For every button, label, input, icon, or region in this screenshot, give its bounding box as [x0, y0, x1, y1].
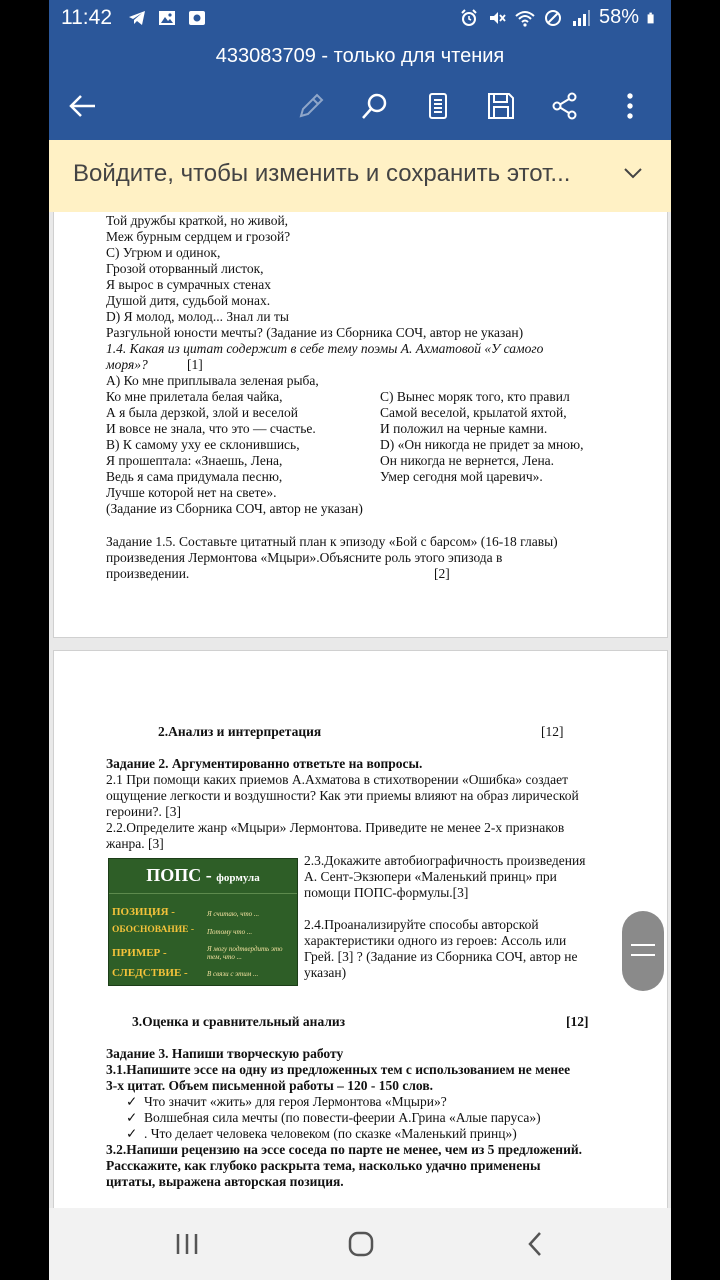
system-nav-bar: [49, 1208, 671, 1280]
checklist-item: . Что делает человека человеком (по сказке «Маленький принц»): [144, 1126, 517, 1141]
checklist-item: Волшебная сила мечты (по повести-феерии А.Грина «Алые паруса»): [144, 1110, 541, 1125]
section-3-title: 3.Оценка и сравнительный анализ: [132, 1014, 346, 1029]
question-2-4: характеристики одного из героев: Ассоль или: [304, 933, 567, 948]
task-2-title: Задание 2. Аргументированно ответьте на вопросы.: [106, 756, 423, 771]
edit-button[interactable]: [293, 88, 329, 124]
save-icon: [486, 91, 516, 121]
pencil-icon: [296, 91, 326, 121]
document-page-2: [53, 650, 668, 1208]
option-line: B) К самому уху ее склонившись,: [106, 437, 300, 452]
check-icon: ✓: [126, 1110, 138, 1125]
option-line: D) «Он никогда не придет за мною,: [380, 437, 584, 452]
option-line: Ко мне прилетала белая чайка,: [106, 389, 283, 404]
nav-back-icon: [525, 1230, 545, 1258]
task-1-5-score: [2]: [434, 566, 450, 581]
question-2-4: указан): [304, 965, 347, 980]
home-button[interactable]: [343, 1228, 379, 1260]
option-line: Умер сегодня мой царевич».: [380, 469, 543, 484]
poem-line: Я вырос в сумрачных стенах: [106, 277, 271, 292]
question-1-4-cont: моря»?: [106, 357, 148, 372]
pops-row-label: ПРИМЕР -: [112, 947, 167, 959]
document-title: 433083709 - только для чтения: [49, 38, 671, 74]
pops-row-label: ОБОСНОВАНИЕ -: [112, 925, 195, 935]
poem-line: Той дружбы краткой, но живой,: [106, 213, 289, 228]
telegram-icon: [127, 8, 147, 28]
share-icon: [550, 91, 580, 121]
gallery-icon: [157, 8, 177, 28]
poem-line: Душой дитя, судьбой монах.: [106, 293, 271, 308]
app-toolbar: [49, 74, 671, 140]
check-icon: ✓: [126, 1126, 138, 1141]
option-line: Ведь я сама придумала песню,: [106, 469, 283, 484]
task-3-2: цитаты, выражена авторская позиция.: [106, 1174, 344, 1189]
more-options-button[interactable]: [612, 88, 648, 124]
pops-formula-image: [108, 858, 298, 986]
battery-icon: [647, 8, 659, 28]
poem-line: C) Угрюм и одинок,: [106, 245, 221, 260]
document-viewer[interactable]: [49, 212, 671, 1208]
option-line: A) Ко мне приплывала зеленая рыба,: [106, 373, 319, 388]
back-arrow-icon: [67, 90, 99, 122]
question-2-3: А. Сент-Экзюпери «Маленький принц» при: [304, 869, 557, 884]
question-2-1: 2.1 При помощи каких приемов А.Ахматова в стихотворении «Ошибка» создает: [106, 772, 569, 787]
option-line: Лучше которой нет на свете».: [106, 485, 277, 500]
record-icon: [187, 8, 207, 28]
option-line: И вовсе не знала, что это — счастье.: [106, 421, 316, 436]
pops-row-label: ПОЗИЦИЯ -: [112, 906, 175, 918]
checklist-item: Что значит «жить» для героя Лермонтова «Мцыри»?: [144, 1094, 447, 1109]
nav-back-button[interactable]: [517, 1228, 553, 1260]
poem-line: Меж бурным сердцем и грозой?: [106, 229, 291, 244]
document-page-1: [53, 212, 668, 638]
section-2-title: 2.Анализ и интерпретация: [158, 724, 322, 739]
status-bar: [49, 0, 671, 38]
section-3-score: [12]: [566, 1014, 589, 1029]
source-note: (Задание из Сборника СОЧ, автор не указан): [106, 501, 363, 516]
task-1-5: Задание 1.5. Составьте цитатный план к эпизоду «Бой с барсом» (16-18 главы): [106, 534, 558, 549]
task-3-1: 3.1.Напишите эссе на одну из предложенных тем с использованием не менее: [106, 1062, 571, 1077]
signin-message: Войдите, чтобы изменить и сохранить этот...: [73, 160, 571, 187]
pops-row-note: В связи с этим ...: [207, 970, 259, 978]
pops-title-small: формула: [216, 872, 260, 884]
search-icon: [360, 91, 390, 121]
task-1-5-cont: произведении.: [106, 566, 190, 581]
status-time: 11:42: [61, 6, 112, 29]
alarm-icon: [459, 8, 479, 28]
home-icon: [347, 1230, 375, 1258]
pops-title: ПОПС -: [146, 865, 212, 885]
question-2-4: Грей. [3] ? (Задание из Сборника СОЧ, автор не: [304, 949, 578, 964]
search-button[interactable]: [357, 88, 393, 124]
reading-view-icon: [423, 91, 453, 121]
more-vertical-icon: [615, 91, 645, 121]
task-1-5-cont: произведения Лермонтова «Мцыри».Объясните роль этого эпизода в: [106, 550, 503, 565]
reading-view-button[interactable]: [420, 88, 456, 124]
option-line: А я была дерзкой, злой и веселой: [106, 405, 298, 420]
do-not-disturb-icon: [543, 8, 563, 28]
task-3-1: 3-х цитат. Объем письменной работы – 120 - 150 слов.: [106, 1078, 434, 1093]
wifi-icon: [515, 8, 535, 28]
back-button[interactable]: [65, 88, 101, 124]
question-2-2: жанра. [3]: [106, 836, 164, 851]
option-line: Он никогда не вернется, Лена.: [380, 453, 555, 468]
recent-apps-icon: [174, 1232, 200, 1256]
option-line: C) Вынес моряк того, кто правил: [380, 389, 570, 404]
scroll-handle[interactable]: [622, 911, 664, 991]
mute-icon: [487, 8, 507, 28]
share-button[interactable]: [547, 88, 583, 124]
poem-line: Грозой оторванный листок,: [106, 261, 264, 276]
question-2-3: помощи ПОПС-формулы.[3]: [304, 885, 469, 900]
signin-banner[interactable]: [49, 140, 671, 212]
question-1-4: 1.4. Какая из цитат содержит в себе тему поэмы А. Ахматовой «У самого: [106, 341, 544, 356]
poem-line: D) Я молод, молод... Знал ли ты: [106, 309, 289, 324]
question-2-1: ощущение легкости и воздушности? Как эти приемы влияют на образ лирической: [106, 788, 579, 803]
question-2-3: 2.3.Докажите автобиографичность произведения: [304, 853, 586, 868]
pops-row-note: Потому что ...: [207, 928, 253, 936]
option-line: Самой веселой, крылатой яхтой,: [380, 405, 567, 420]
pops-row-label: СЛЕДСТВИЕ -: [112, 967, 188, 979]
task-3-2: 3.2.Напиши рецензию на эссе соседа по парте не менее, чем из 5 предложений.: [106, 1142, 583, 1157]
task-3-2: Расскажите, как глубоко раскрыта тема, насколько удачно применены: [106, 1158, 541, 1173]
pops-row-note: Я считаю, что ...: [207, 910, 260, 918]
pops-row-note: Я могу подтвердить это тем, что ...: [207, 945, 283, 961]
section-2-score: [12]: [541, 724, 564, 739]
question-2-2: 2.2.Определите жанр «Мцыри» Лермонтова. Приведите не менее 2-х признаков: [106, 820, 565, 835]
check-icon: ✓: [126, 1094, 138, 1109]
poem-line: Разгульной юности мечты? (Задание из Сборника СОЧ, автор не указан): [106, 325, 524, 340]
battery-percent: 58%: [598, 6, 639, 28]
option-line: Я прошептала: «Знаешь, Лена,: [106, 453, 283, 468]
question-2-4: 2.4.Проанализируйте способы авторской: [304, 917, 539, 932]
save-button[interactable]: [483, 88, 519, 124]
question-2-1: героини?. [3]: [106, 804, 182, 819]
signal-icon: [571, 8, 591, 28]
option-line: И положил на черные камни.: [380, 421, 548, 436]
chevron-down-icon[interactable]: [623, 166, 643, 180]
task-3-title: Задание 3. Напиши творческую работу: [106, 1046, 344, 1061]
app-screen: [49, 0, 671, 1280]
question-1-4-score: [1]: [187, 357, 203, 372]
recent-apps-button[interactable]: [169, 1228, 205, 1260]
